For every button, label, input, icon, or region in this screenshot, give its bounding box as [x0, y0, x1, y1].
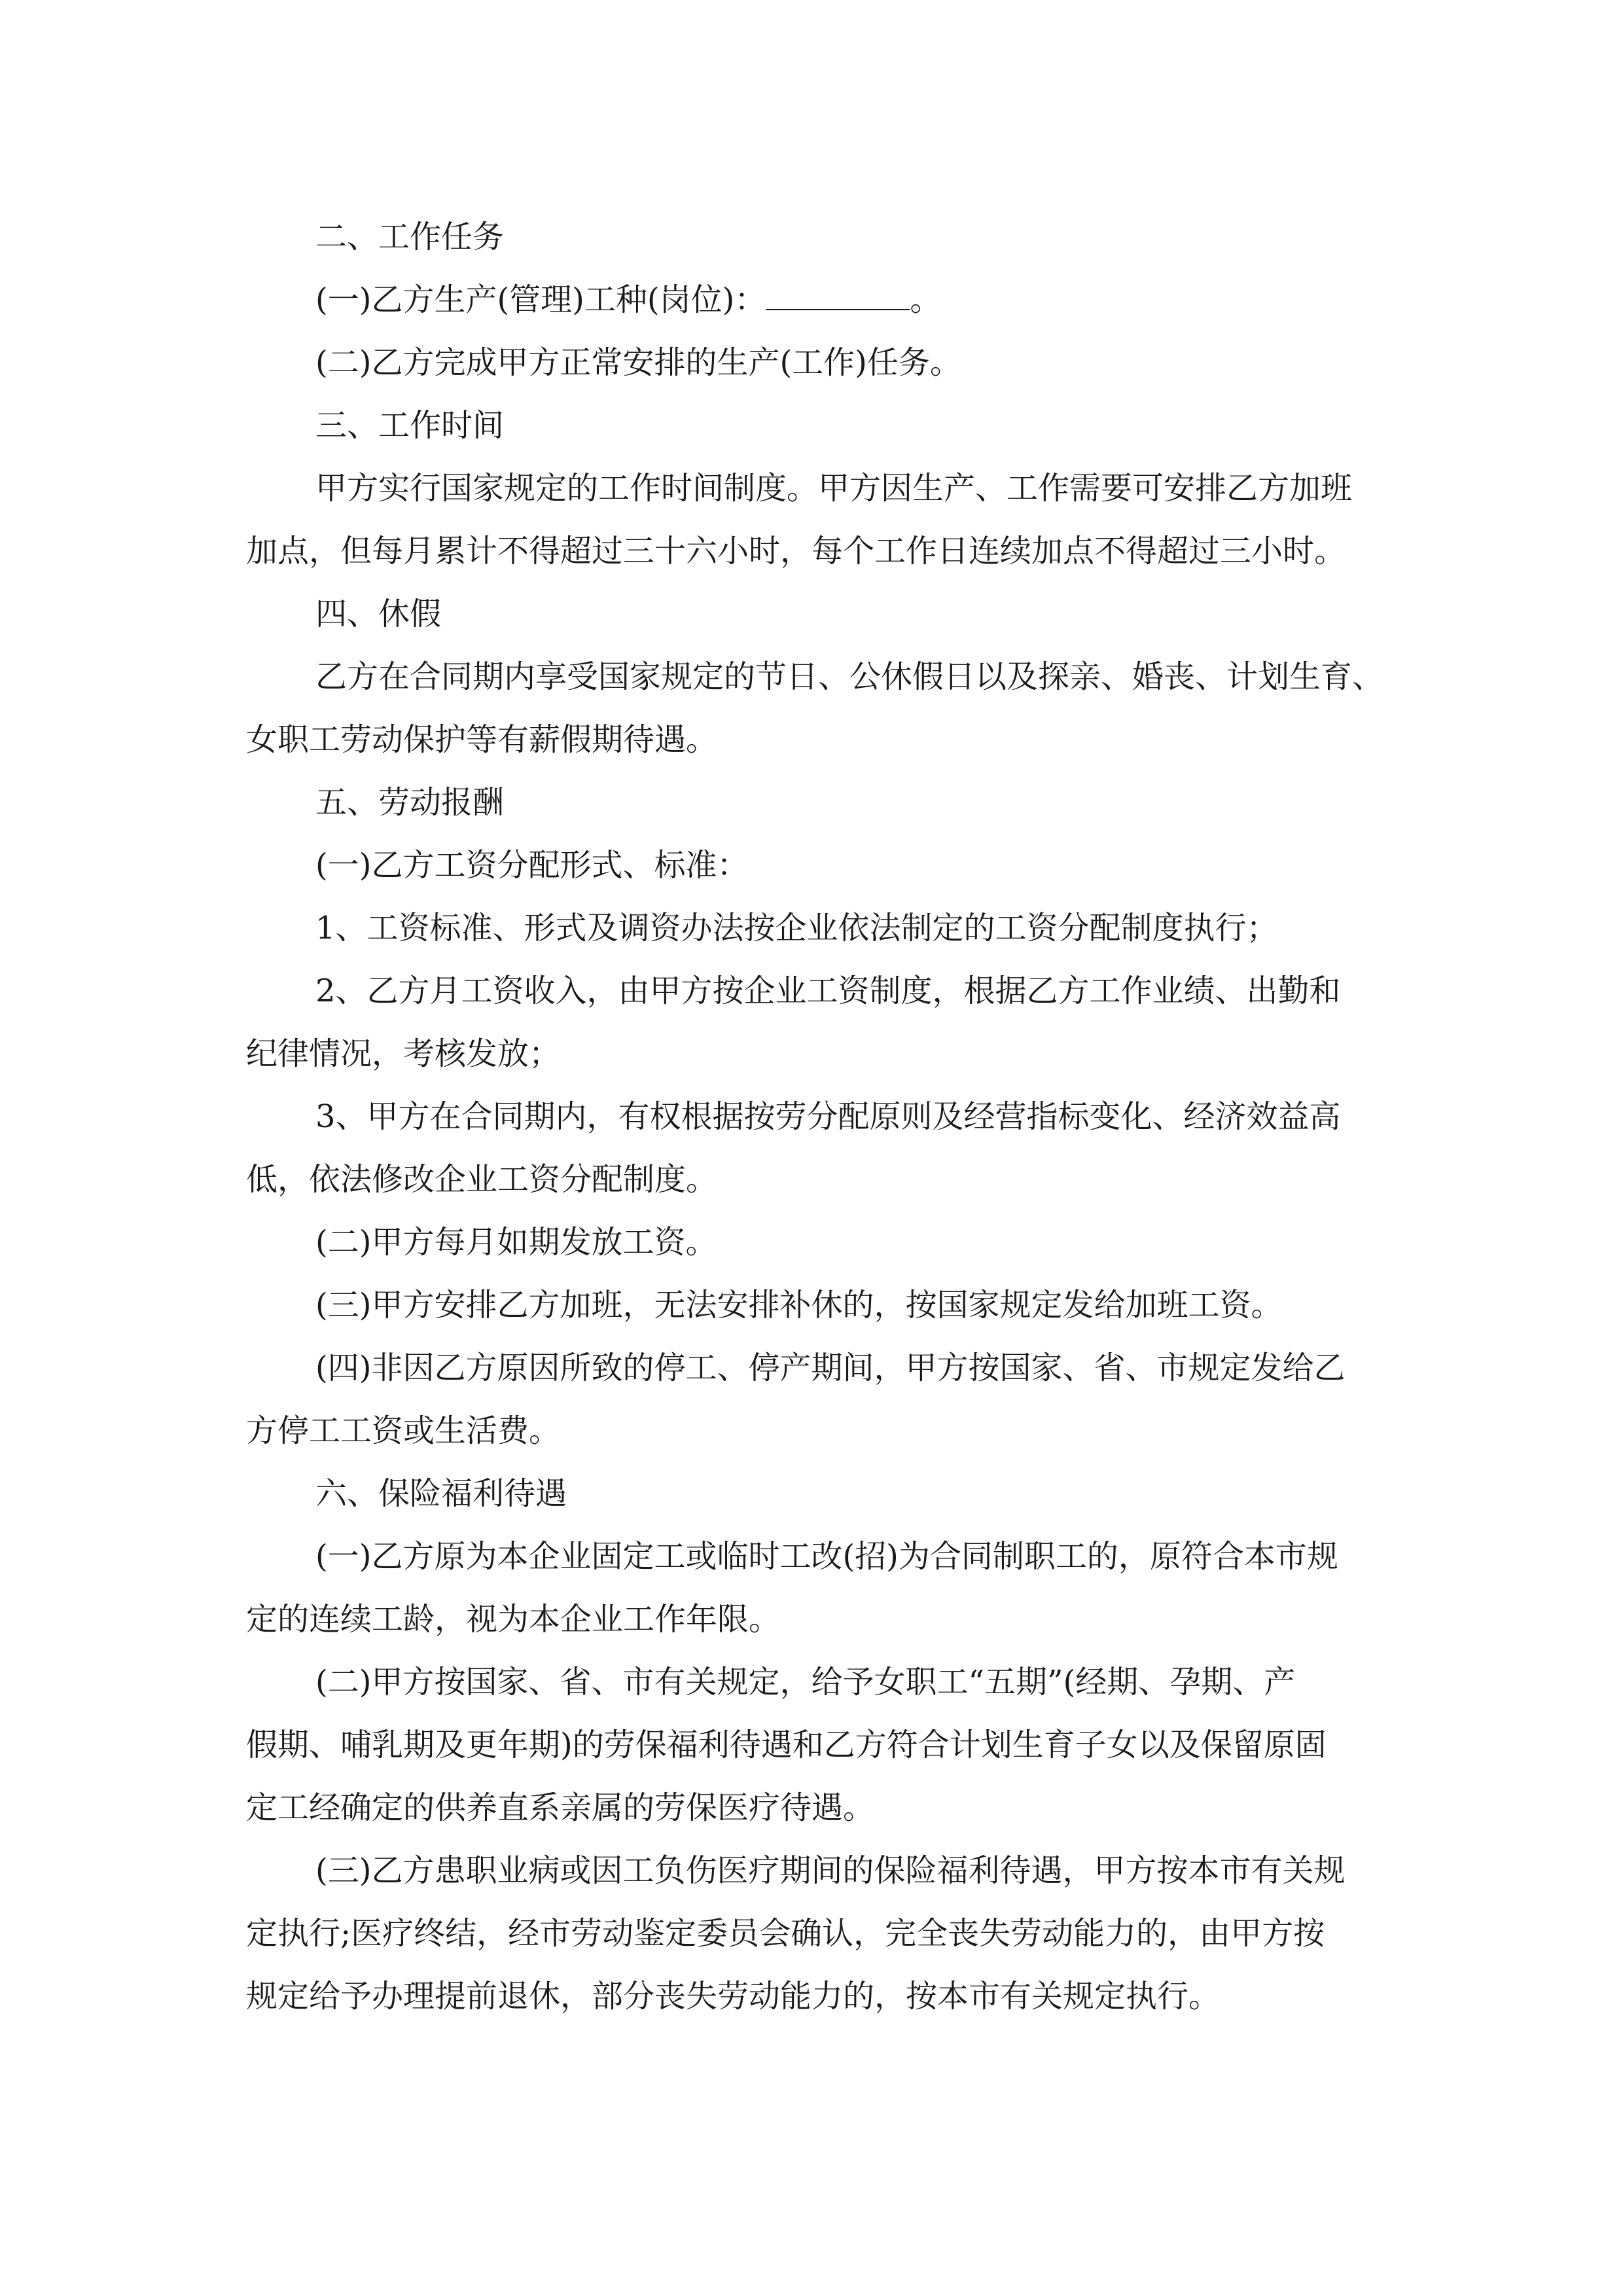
- document-body: [246, 206, 1414, 2028]
- paragraph-line: (二)乙方完成甲方正常安排的生产(工作)任务。: [315, 344, 961, 381]
- fill-in-blank[interactable]: [766, 280, 910, 310]
- paragraph-line: 方停工工资或生活费。: [246, 1412, 561, 1449]
- paragraph-line: 女职工劳动保护等有薪假期待遇。: [246, 721, 718, 758]
- paragraph-line: (一)乙方工资分配形式、标准：: [315, 847, 749, 884]
- section-heading-remuneration: 五、劳动报酬: [315, 784, 505, 821]
- paragraph-line: (四)非因乙方原因所致的停工、停产期间，甲方按国家、省、市规定发给乙: [315, 1350, 1346, 1386]
- paragraph-line: 假期、哺乳期及更年期)的劳保福利待遇和乙方符合计划生育子女以及保留原固: [246, 1727, 1327, 1763]
- paragraph-line: 加点，但每月累计不得超过三十六小时，每个工作日连续加点不得超过三小时。: [246, 533, 1346, 569]
- paragraph-line: (二)甲方按国家、省、市有关规定，给予女职工“五期”(经期、孕期、产: [315, 1664, 1296, 1700]
- section-heading-work-hours: 三、工作时间: [315, 407, 505, 444]
- section-heading-work-tasks: 二、工作任务: [315, 219, 505, 255]
- paragraph-line: 2、乙方月工资收入，由甲方按企业工资制度，根据乙方工作业绩、出勤和: [315, 973, 1341, 1009]
- paragraph-line: 定工经确定的供养直系亲属的劳保医疗待遇。: [246, 1789, 875, 1826]
- paragraph-line: 定执行;医疗终结，经市劳动鉴定委员会确认，完全丧失劳动能力的，由甲方按: [246, 1915, 1325, 1952]
- paragraph-line: 低，依法修改企业工资分配制度。: [246, 1161, 718, 1198]
- paragraph-line: (三)乙方患职业病或因工负伤医疗期间的保险福利待遇，甲方按本市有关规: [315, 1852, 1346, 1889]
- paragraph-line: 纪律情况，考核发放；: [246, 1035, 561, 1072]
- paragraph-line: (一)乙方生产(管理)工种(岗位)： 。: [315, 281, 942, 318]
- paragraph-line: (一)乙方原为本企业固定工或临时工改(招)为合同制职工的，原符合本市规: [315, 1538, 1338, 1575]
- section-heading-leave: 四、休假: [315, 596, 442, 632]
- paragraph-line: 1、工资标准、形式及调资办法按企业依法制定的工资分配制度执行；: [315, 910, 1278, 946]
- paragraph-line: 3、甲方在合同期内，有权根据按劳分配原则及经营指标变化、经济效益高: [315, 1098, 1341, 1135]
- paragraph-line: 乙方在合同期内享受国家规定的节日、公休假日以及探亲、婚丧、计划生育、: [315, 658, 1384, 695]
- section-heading-insurance-benefits: 六、保险福利待遇: [315, 1475, 567, 1512]
- paragraph-line: (三)甲方安排乙方加班，无法安排补休的，按国家规定发给加班工资。: [315, 1287, 1283, 1323]
- paragraph-line: (二)甲方每月如期发放工资。: [315, 1224, 717, 1261]
- paragraph-line: 规定给予办理提前退休，部分丧失劳动能力的，按本市有关规定执行。: [246, 1978, 1221, 2015]
- paragraph-line: 甲方实行国家规定的工作时间制度。甲方因生产、工作需要可安排乙方加班: [315, 470, 1353, 507]
- paragraph-line: 定的连续工龄，视为本企业工作年限。: [246, 1601, 781, 1638]
